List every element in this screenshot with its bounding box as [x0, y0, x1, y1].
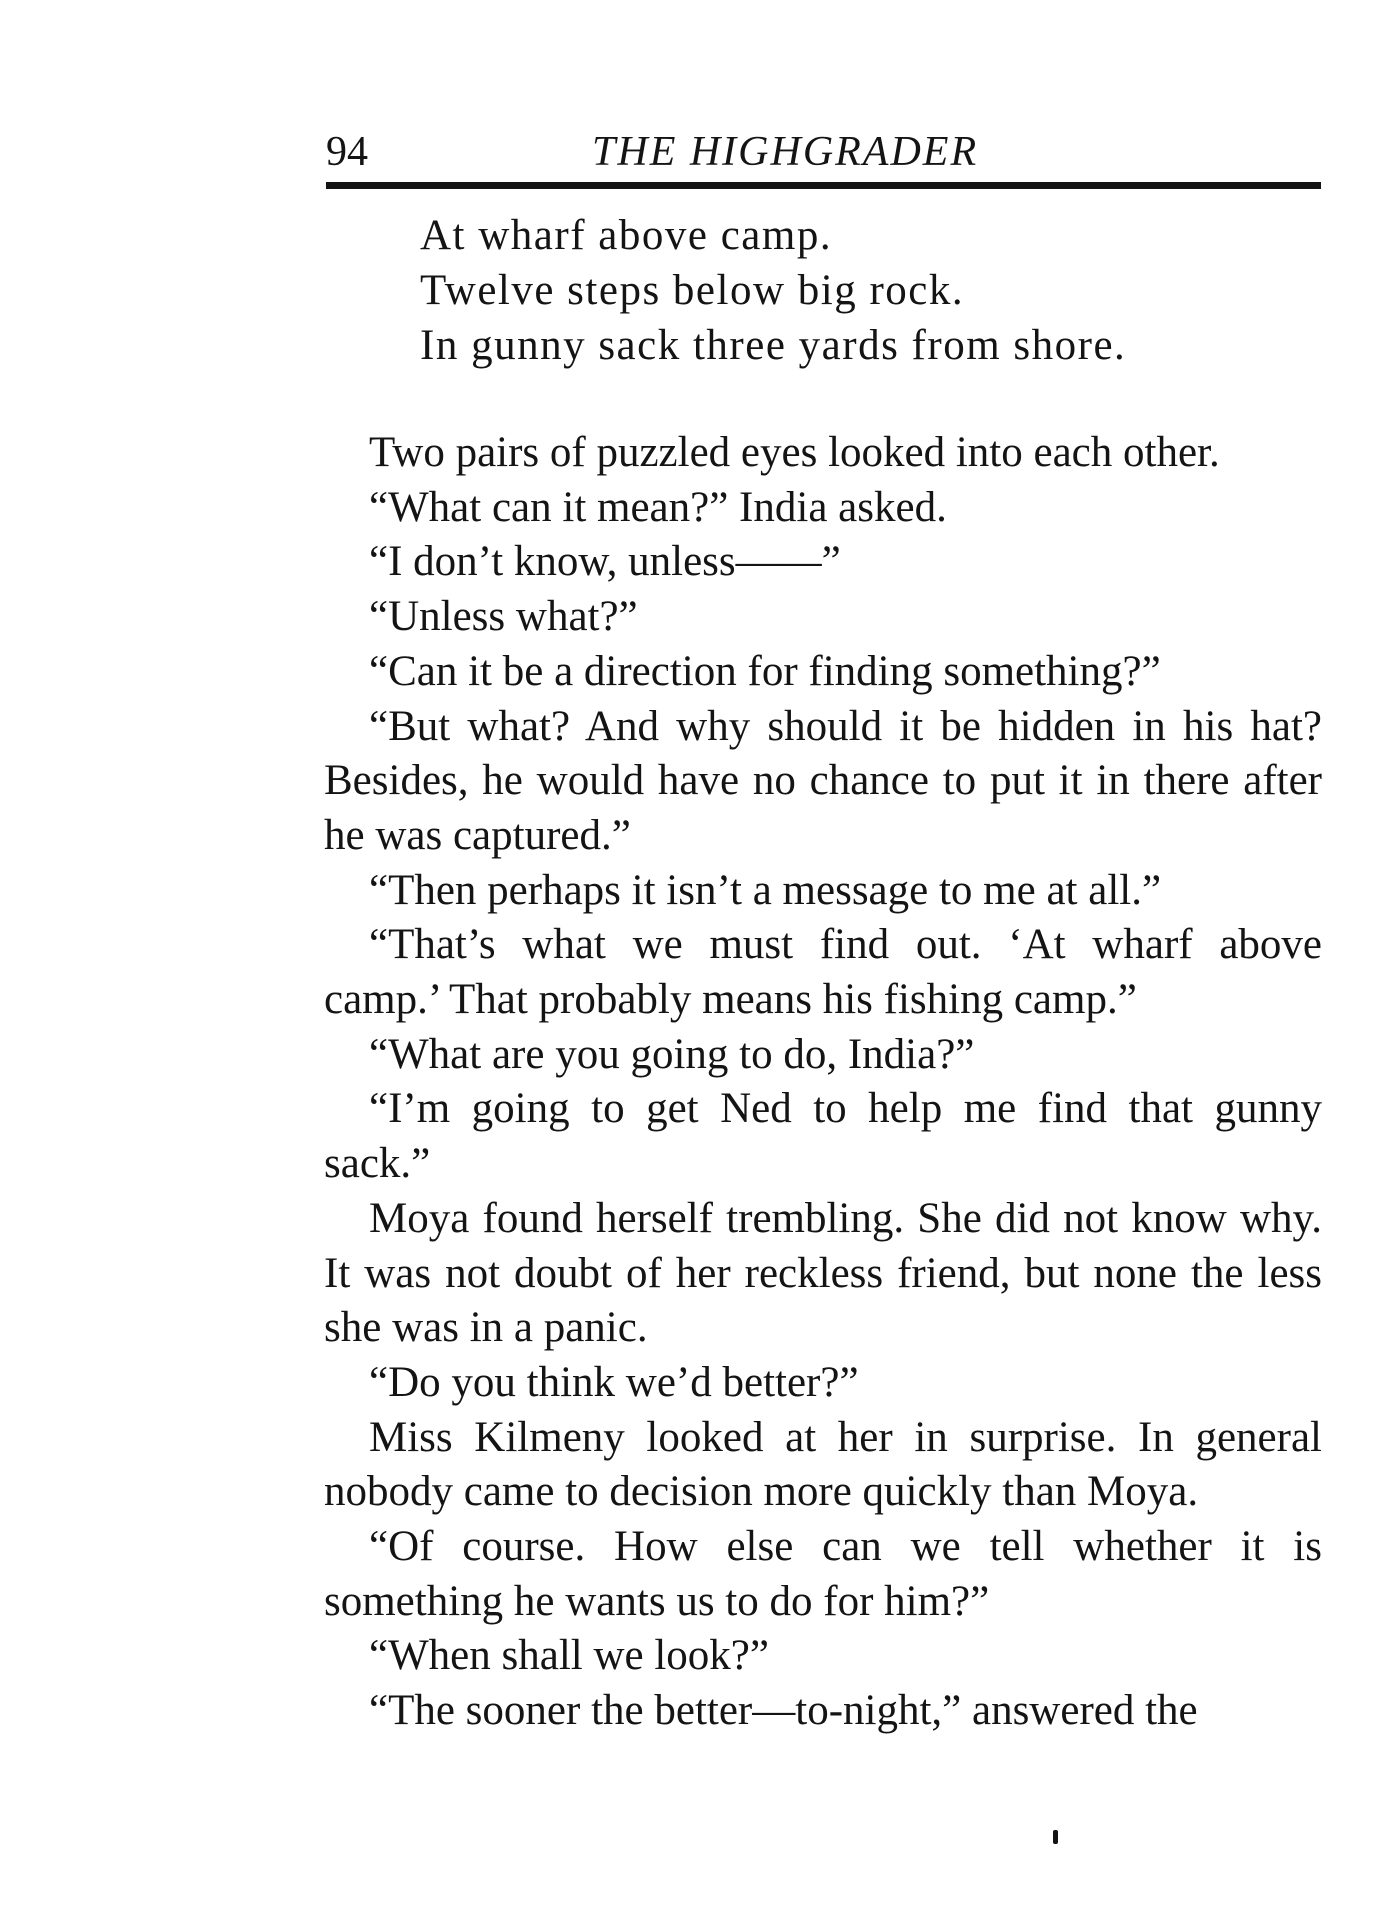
paragraph: “When shall we look?”	[369, 1632, 769, 1680]
cipher-line: Twelve steps below big rock.	[420, 267, 965, 314]
header-rule	[326, 182, 1321, 189]
paragraph: “Then perhaps it isn’t a message to me at all.”	[369, 866, 1162, 914]
paragraph: “I’m going to get Ned to help me find that gunny sack.”	[324, 1085, 1322, 1188]
paragraph: Miss Kilmeny looked at her in surprise. In general nobody came to decision more quickly than Moya.	[324, 1413, 1322, 1516]
paragraph: Two pairs of puzzled eyes looked into each other.	[369, 429, 1220, 476]
ink-mark	[1053, 1830, 1058, 1844]
cipher-line: In gunny sack three yards from shore.	[420, 322, 1127, 369]
body-text	[324, 426, 1322, 1739]
paragraph: “But what? And why should it be hidden in his hat? Besides, he would have no chance to put it in there after he was captured.”	[324, 702, 1322, 859]
paragraph: “Do you think we’d better?”	[369, 1358, 859, 1406]
paragraph: “I don’t know, unless——”	[369, 538, 841, 586]
paragraph: “Can it be a direction for finding something?”	[369, 647, 1161, 695]
cipher-message	[420, 208, 1126, 373]
paragraph: “What can it mean?” India asked.	[369, 483, 947, 531]
paragraph: “That’s what we must find out. ‘At wharf above camp.’ That probably means his fishing camp.”	[324, 921, 1322, 1024]
running-title: THE HIGHGRADER	[592, 129, 979, 175]
page-header	[326, 124, 1321, 180]
cipher-line: At wharf above camp.	[420, 212, 833, 259]
paragraph: “The sooner the better—to-night,” answered the	[369, 1687, 1198, 1735]
paragraph: “What are you going to do, India?”	[369, 1030, 975, 1078]
page-number: 94	[326, 129, 368, 175]
paragraph: Moya found herself trembling. She did not know why. It was not doubt of her reckless friend, but none the less she was in a panic.	[324, 1194, 1322, 1352]
paragraph: “Unless what?”	[369, 593, 638, 641]
paragraph: “Of course. How else can we tell whether it is something he wants us to do for him?”	[324, 1523, 1322, 1625]
